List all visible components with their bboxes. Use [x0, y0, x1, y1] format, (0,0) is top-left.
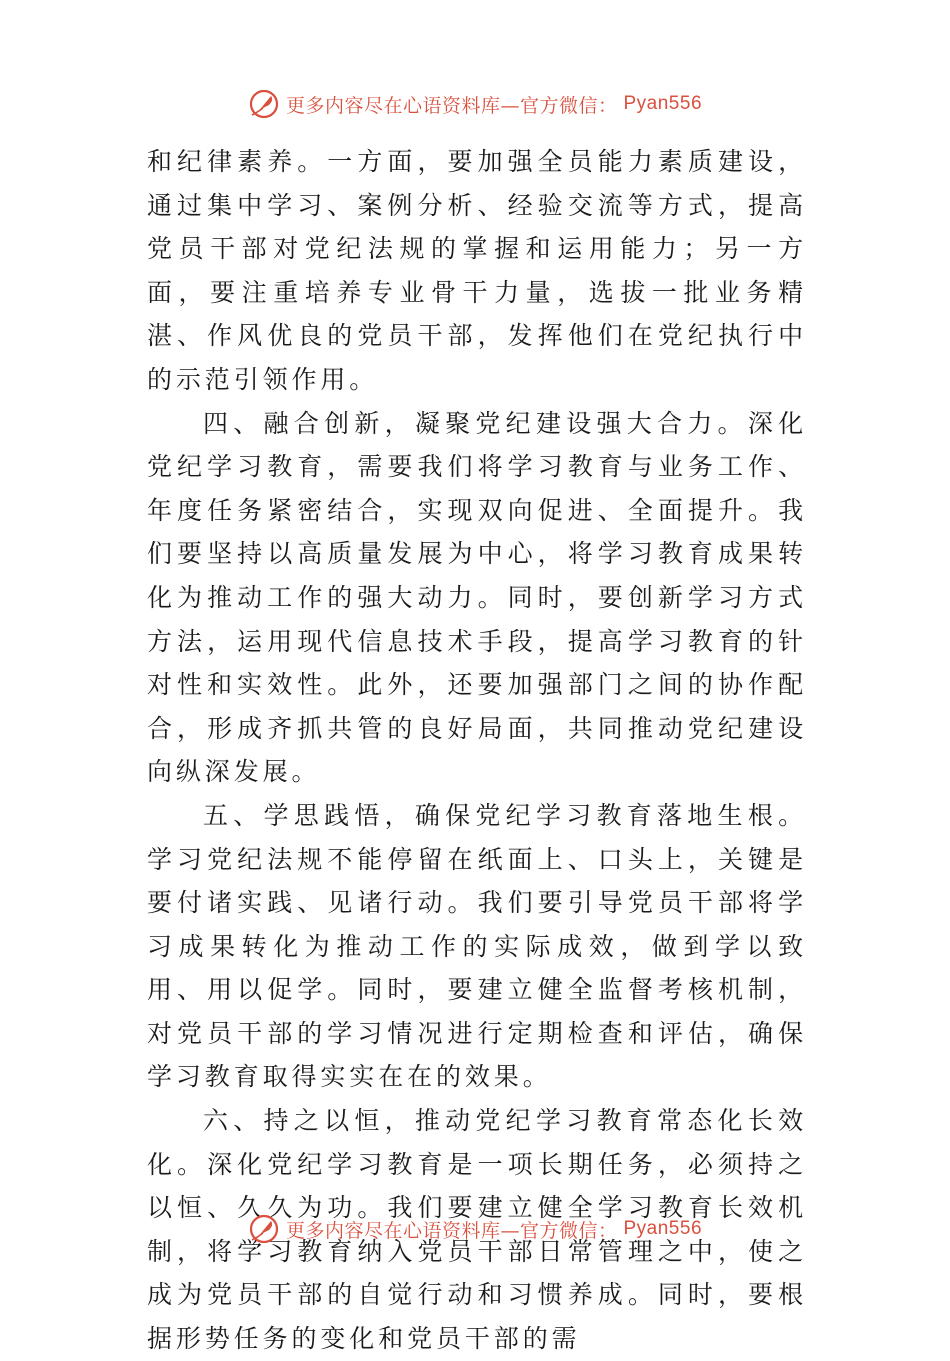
- header-watermark: [0, 84, 950, 124]
- watermark-text: 更多内容尽在心语资料库—官方微信：: [285, 94, 618, 117]
- paragraph-section-6: 六、持之以恒，推动党纪学习教育常态化长效化。深化党纪学习教育是一项长期任务，必须持之以恒、久久为功。我们要建立健全学习教育长效机制，将学习教育纳入党员干部日常管理之中，使之成为党员干部的自觉行动和习惯养成。同时，要根据形势任务的变化和党员干部的需: [147, 1106, 807, 1354]
- paragraph-section-5: 五、学思践悟，确保党纪学习教育落地生根。学习党纪法规不能停留在纸面上、口头上，关键是要付诸实践、见诸行动。我们要引导党员干部将学习成果转化为推动工作的实际成效，做到学以致用、用以促学。同时，要建立健全监督考核机制，对党员干部的学习情况进行定期检查和评估，确保学习教育取得实实在在的效果。: [147, 800, 807, 1092]
- paragraph-section-4: 四、融合创新，凝聚党纪建设强大合力。深化党纪学习教育，需要我们将学习教育与业务工作、年度任务紧密结合，实现双向促进、全面提升。我们要坚持以高质量发展为中心，将学习教育成果转化为推动工作的强大动力。同时，要创新学习方式方法，运用现代信息技术手段，提高学习教育的针对性和实效性。此外，还要加强部门之间的协作配合，形成齐抓共管的良好局面，共同推动党纪建设向纵深发展。: [147, 408, 807, 787]
- footer-watermark: [0, 1209, 950, 1249]
- watermark-wechat-id: Pyan556: [623, 1218, 703, 1239]
- watermark-wechat-id: Pyan556: [623, 93, 703, 114]
- watermark-text: 更多内容尽在心语资料库—官方微信：: [285, 1219, 618, 1242]
- paragraph-continued: 和纪律素养。一方面，要加强全员能力素质建设，通过集中学习、案例分析、经验交流等方式，提高党员干部对党纪法规的掌握和运用能力；另一方面，要注重培养专业骨干力量，选拔一批业务精湛、作风优良的党员干部，发挥他们在党纪执行中的示范引领作用。: [147, 147, 807, 394]
- document-body: [147, 140, 807, 1361]
- feather-pen-logo-icon: [248, 1213, 280, 1245]
- feather-pen-logo-icon: [248, 88, 280, 120]
